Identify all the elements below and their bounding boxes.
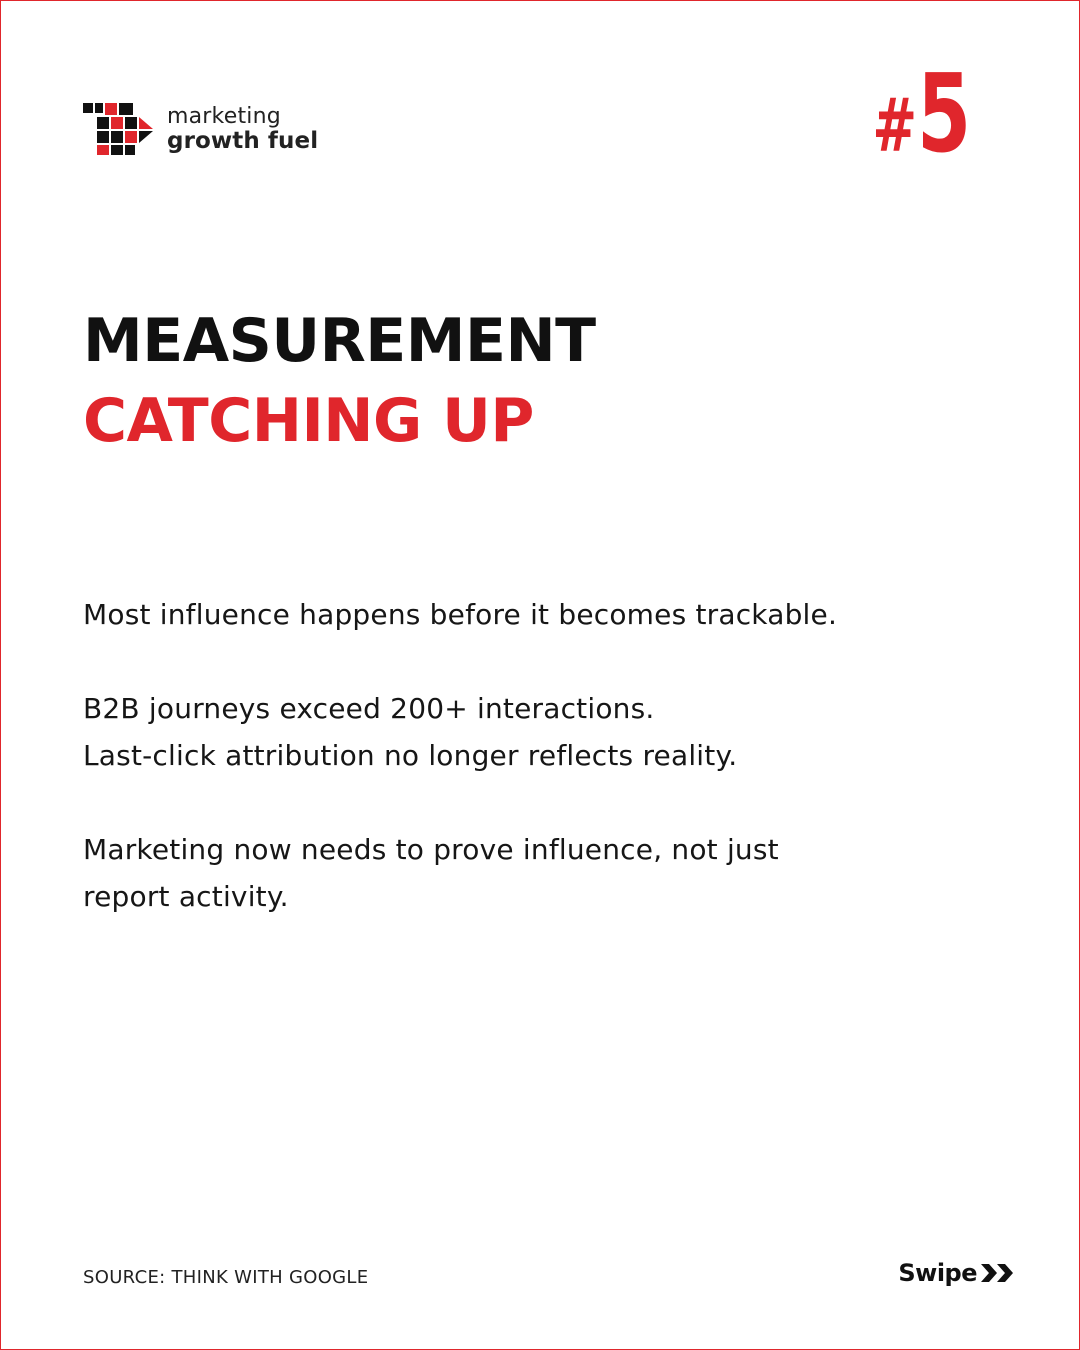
- logo-wordmark: [167, 103, 319, 154]
- body-line: Marketing now needs to prove influence, not just: [83, 833, 779, 866]
- headline-line-1: MEASUREMENT: [83, 306, 596, 376]
- body-line: report activity.: [83, 880, 289, 913]
- body-line: Most influence happens before it becomes trackable.: [83, 598, 838, 631]
- slide-number: [872, 52, 971, 177]
- body-copy: [83, 591, 983, 967]
- body-paragraph-3: [83, 826, 983, 920]
- logo-text-marketing: marketing: [167, 103, 281, 129]
- headline-line-2: CATCHING UP: [83, 386, 534, 456]
- double-chevron-right-icon: [981, 1264, 1015, 1282]
- body-paragraph-1: [83, 591, 983, 638]
- swipe-button[interactable]: [898, 1259, 1015, 1287]
- body-line: Last-click attribution no longer reflects reality.: [83, 739, 738, 772]
- brand-logo: [83, 101, 318, 157]
- slide-number-value: 5: [916, 52, 971, 177]
- headline: [83, 301, 596, 461]
- swipe-label: Swipe: [898, 1259, 977, 1287]
- logo-pixel-mark-icon: [83, 101, 159, 157]
- body-paragraph-2: [83, 685, 983, 779]
- source-credit: SOURCE: THINK WITH GOOGLE: [83, 1267, 369, 1288]
- slide-number-hash: #: [872, 83, 917, 169]
- body-line: B2B journeys exceed 200+ interactions.: [83, 692, 655, 725]
- logo-text-growth-fuel: growth fuel: [167, 127, 319, 154]
